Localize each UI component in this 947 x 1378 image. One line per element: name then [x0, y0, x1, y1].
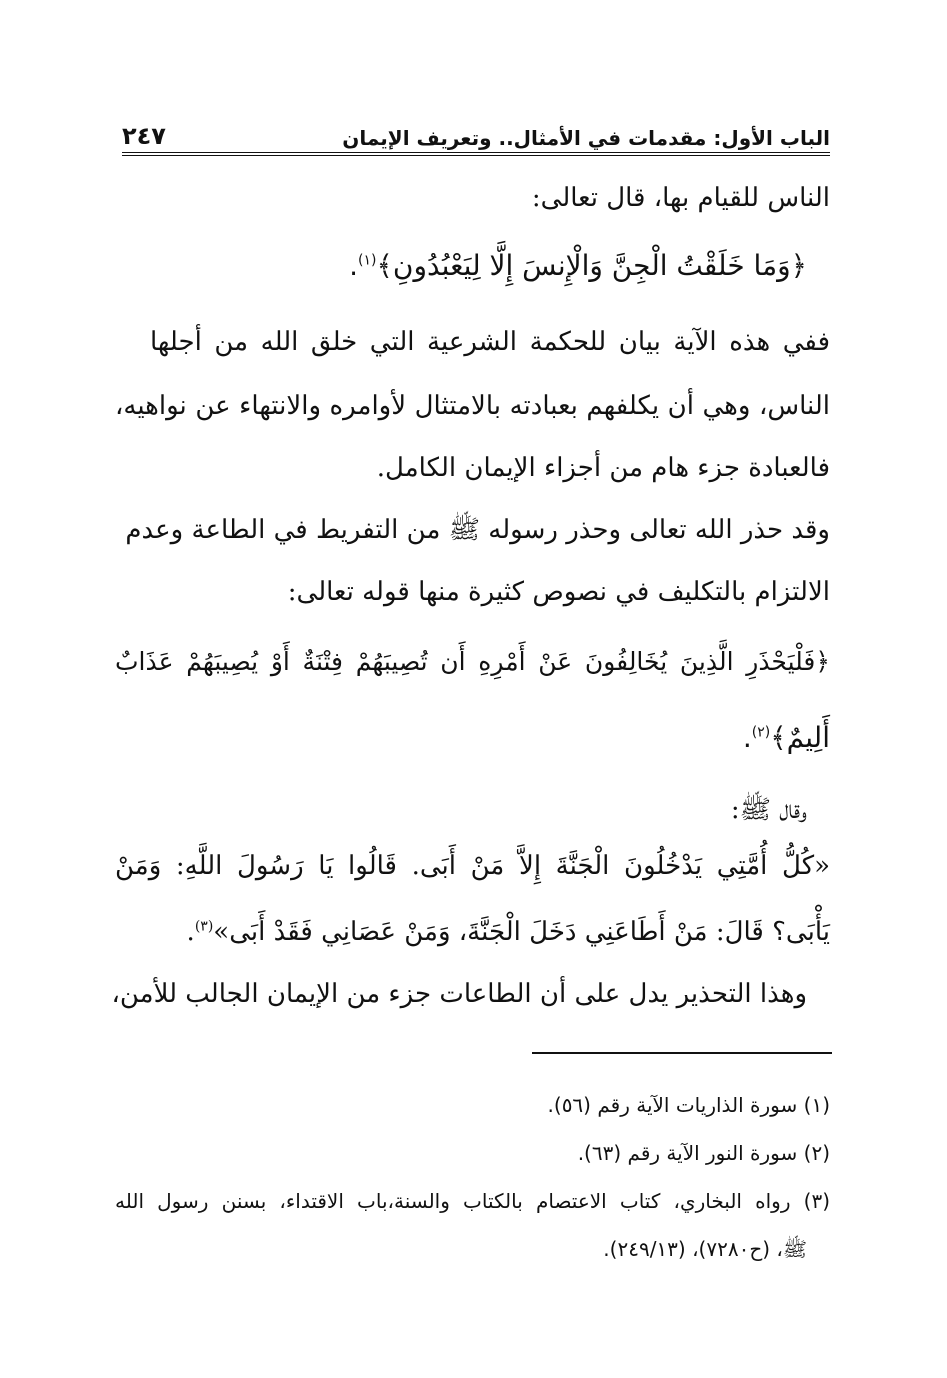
quran-verse-2-line-1: ﴿فَلْيَحْذَرِ الَّذِينَ يُخَالِفُونَ عَنْ أَمْرِهِ أَن تُصِيبَهُمْ فِتْنَةٌ أَوْ يُصِيبَهُمْ عَذَابٌ: [115, 647, 830, 676]
footnote-ref-1: (١): [358, 252, 377, 269]
footnote-ref-3: (٣): [194, 918, 214, 935]
paragraph-1-line-3: فالعبادة جزء هام من أجزاء الإيمان الكامل.: [376, 453, 830, 483]
verse-1-text: ﴿وَمَا خَلَقْتُ الْجِنَّ وَالْإِنسَ إِلَّا لِيَعْبُدُونِ﴾: [376, 249, 807, 282]
footnote-separator: [532, 1052, 832, 1054]
hadith-text-end: يَأْبَى؟ قَالَ: مَنْ أَطَاعَنِي دَخَلَ الْجَنَّةَ، وَمَنْ عَصَانِي فَقَدْ أَبَى»: [213, 917, 830, 947]
quran-verse-1: [92, 246, 807, 286]
chapter-title: الباب الأول: مقدمات في الأمثال.. وتعريف الإيمان: [342, 126, 830, 150]
prophet-said-line: وقال ﷺ:: [730, 795, 807, 825]
footnote-1: (١) سورة الذاريات الآية رقم (٥٦).: [547, 1093, 830, 1117]
footnote-3-line-1: (٣) رواه البخاري، كتاب الاعتصام بالكتاب والسنة،باب الاقتداء، بسنن رسول الله: [115, 1189, 830, 1213]
verse-1-period: .: [349, 249, 358, 282]
paragraph-2-line-1: وقد حذر الله تعالى وحذر رسوله ﷺ من التفريط في الطاعة وعدم: [125, 515, 830, 545]
intro-line: الناس للقيام بها، قال تعالى:: [531, 183, 830, 213]
quran-verse-2-line-2: [115, 718, 830, 758]
hadith-period: .: [186, 917, 195, 947]
hadith-line-2: [115, 912, 830, 952]
header-rule: [122, 152, 830, 156]
footnote-2: (٢) سورة النور الآية رقم (٦٣).: [577, 1141, 830, 1165]
closing-line: وهذا التحذير يدل على أن الطاعات جزء من الإيمان الجالب للأمن،: [111, 979, 807, 1009]
footnote-3-line-2: ﷺ، (ح٧٢٨٠)، (٢٤٩/١٣).: [603, 1237, 807, 1261]
running-header: [122, 110, 830, 150]
verse-2-text-end: أَلِيمٌ﴾: [770, 721, 830, 754]
paragraph-2-line-2: الالتزام بالتكليف في نصوص كثيرة منها قوله تعالى:: [287, 577, 830, 607]
page-number: ٢٤٧: [122, 122, 166, 150]
hadith-line-1: «كُلُّ أُمَّتِي يَدْخُلُونَ الْجَنَّةَ إِلاَّ مَنْ أَبَى. قَالُوا يَا رَسُولَ اللَّهِ: وَمَنْ: [115, 851, 830, 881]
paragraph-1-line-2: الناس، وهي أن يكلفهم بعبادته بالامتثال لأوامره والانتهاء عن نواهيه،: [115, 391, 830, 421]
paragraph-1-line-1: ففي هذه الآية بيان للحكمة الشرعية التي خلق الله من أجلها: [150, 327, 830, 357]
verse-2-period: .: [742, 721, 752, 754]
footnote-ref-2: (٢): [751, 724, 771, 741]
